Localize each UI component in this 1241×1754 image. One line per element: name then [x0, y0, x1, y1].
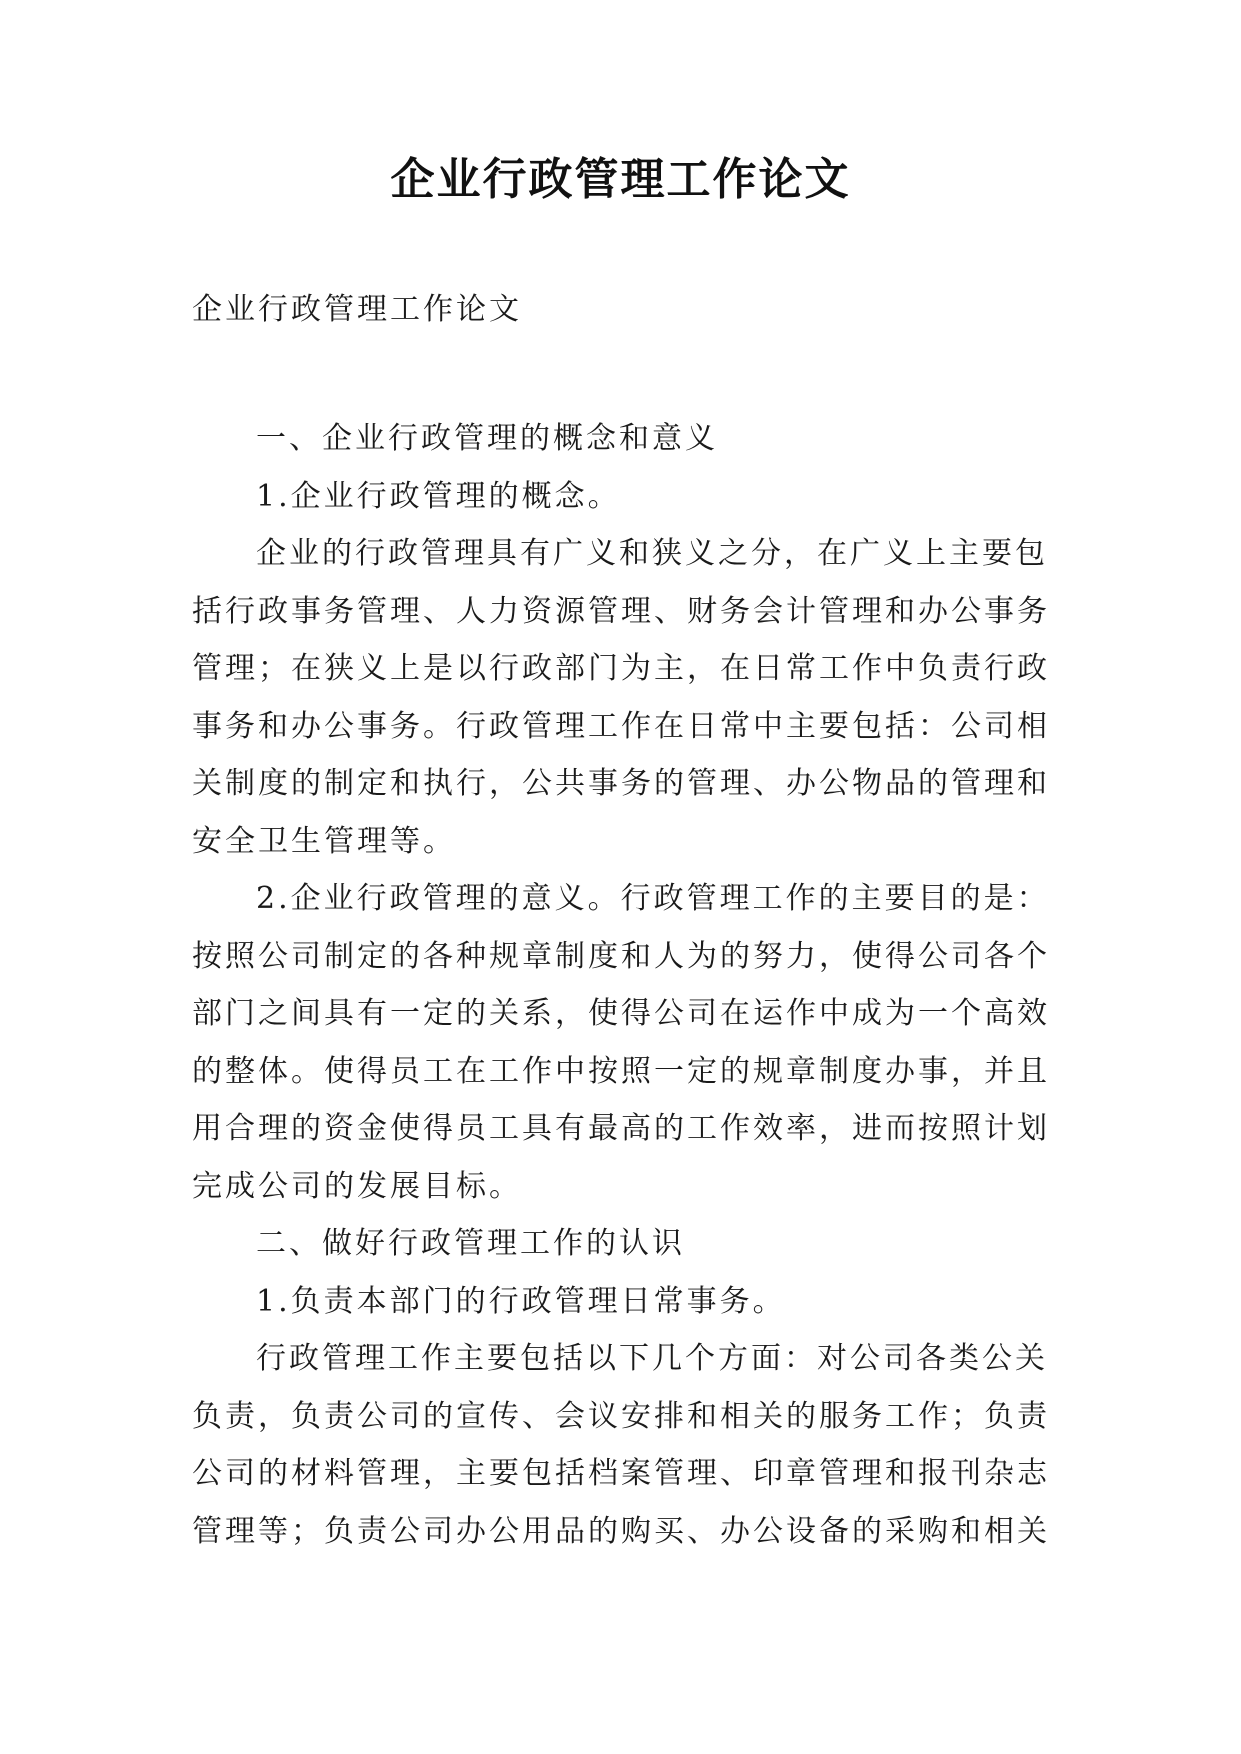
body-text-line: 事务和办公事务。行政管理工作在日常中主要包括：公司相: [192, 708, 1050, 744]
document-subtitle: 企业行政管理工作论文: [192, 292, 522, 327]
body-text-line: 企业的行政管理具有广义和狭义之分，在广义上主要包: [256, 536, 1048, 571]
body-text-line: 的整体。使得员工在工作中按照一定的规章制度办事，并且: [192, 1053, 1050, 1089]
body-text-line: 安全卫生管理等。: [192, 823, 456, 859]
body-text-line: 负责，负责公司的宣传、会议安排和相关的服务工作；负责: [192, 1398, 1050, 1434]
body-text-line: 部门之间具有一定的关系，使得公司在运作中成为一个高效: [192, 996, 1050, 1031]
body-text-line: 管理等；负责公司办公用品的购买、办公设备的采购和相关: [192, 1513, 1050, 1549]
body-text-line: 1.负责本部门的行政管理日常事务。: [256, 1283, 786, 1319]
body-text-line: 公司的材料管理，主要包括档案管理、印章管理和报刊杂志: [192, 1456, 1050, 1491]
body-text-line: 按照公司制定的各种规章制度和人为的努力，使得公司各个: [192, 938, 1050, 974]
body-text-line: 关制度的制定和执行，公共事务的管理、办公物品的管理和: [192, 766, 1050, 801]
body-text-line: 完成公司的发展目标。: [192, 1168, 522, 1204]
body-text-line: 行政管理工作主要包括以下几个方面：对公司各类公关: [256, 1341, 1048, 1376]
body-text-line: 2.企业行政管理的意义。行政管理工作的主要目的是：: [256, 881, 1050, 916]
body-text-line: 括行政事务管理、人力资源管理、财务会计管理和办公事务: [192, 593, 1050, 629]
body-text-line: 1.企业行政管理的概念。: [256, 478, 621, 514]
document-body: [192, 410, 1072, 1560]
body-text-line: 二、做好行政管理工作的认识: [256, 1226, 685, 1261]
document-title: 企业行政管理工作论文: [390, 154, 851, 205]
body-text-line: 用合理的资金使得员工具有最高的工作效率，进而按照计划: [192, 1111, 1050, 1146]
body-text-line: 一、企业行政管理的概念和意义: [256, 421, 718, 456]
body-text-line: 管理；在狭义上是以行政部门为主，在日常工作中负责行政: [192, 651, 1050, 686]
